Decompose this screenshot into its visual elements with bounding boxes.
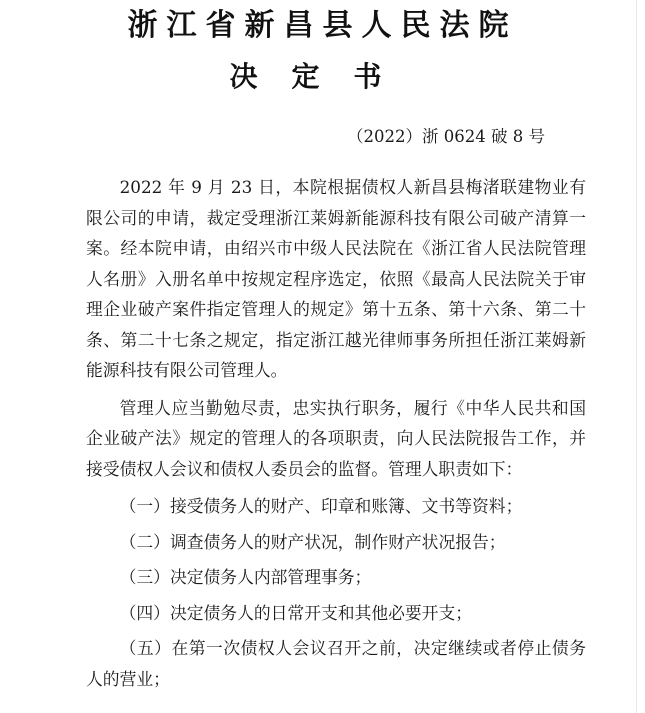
duty-item: （四）决定债务人的日常开支和其他必要开支； [119, 602, 473, 623]
document-body [86, 172, 586, 694]
duty-item: （一）接受债务人的财产、印章和账簿、文书等资料； [119, 496, 523, 516]
duty-item: （二）调查债务人的财产状况，制作财产状况报告； [119, 531, 506, 552]
document-type-heading: 决定书 [229, 60, 416, 93]
paragraph-appointment: 2022 年 9 月 23 日，本院根据债权人新昌县梅渚联建物业有限公司的申请，裁定受理浙江莱姆新能源科技有限公司破产清算一案。经本院申请，由绍兴市中级人民法院在《浙江省人民法院管理人名册》入册名单中按规定程序选定，依照《最高人民法院关于审理企业破产案件指定管理人的规定》第十五条、第十六条、第二十条、第二十七条之规定，指定浙江越光律师事务所担任浙江莱姆新能源科技有限公司管理人。 [86, 177, 586, 380]
duty-item: （五）在第一次债权人会议召开之前，决定继续或者停止债务人的营业； [86, 638, 586, 689]
court-name-heading: 浙江省新昌县人民法院 [127, 8, 518, 43]
page-edge-divider [636, 0, 637, 713]
duty-item: （三）决定债务人内部管理事务； [119, 567, 372, 587]
paragraph-duties-intro: 管理人应当勤勉尽责，忠实执行职务，履行《中华人民共和国企业破产法》规定的管理人的各项职责，向人民法院报告工作，并接受债权人会议和债权人委员会的监督。管理人职责如下： [86, 397, 586, 479]
case-number: （2022）浙 0624 破 8 号 [347, 127, 545, 146]
